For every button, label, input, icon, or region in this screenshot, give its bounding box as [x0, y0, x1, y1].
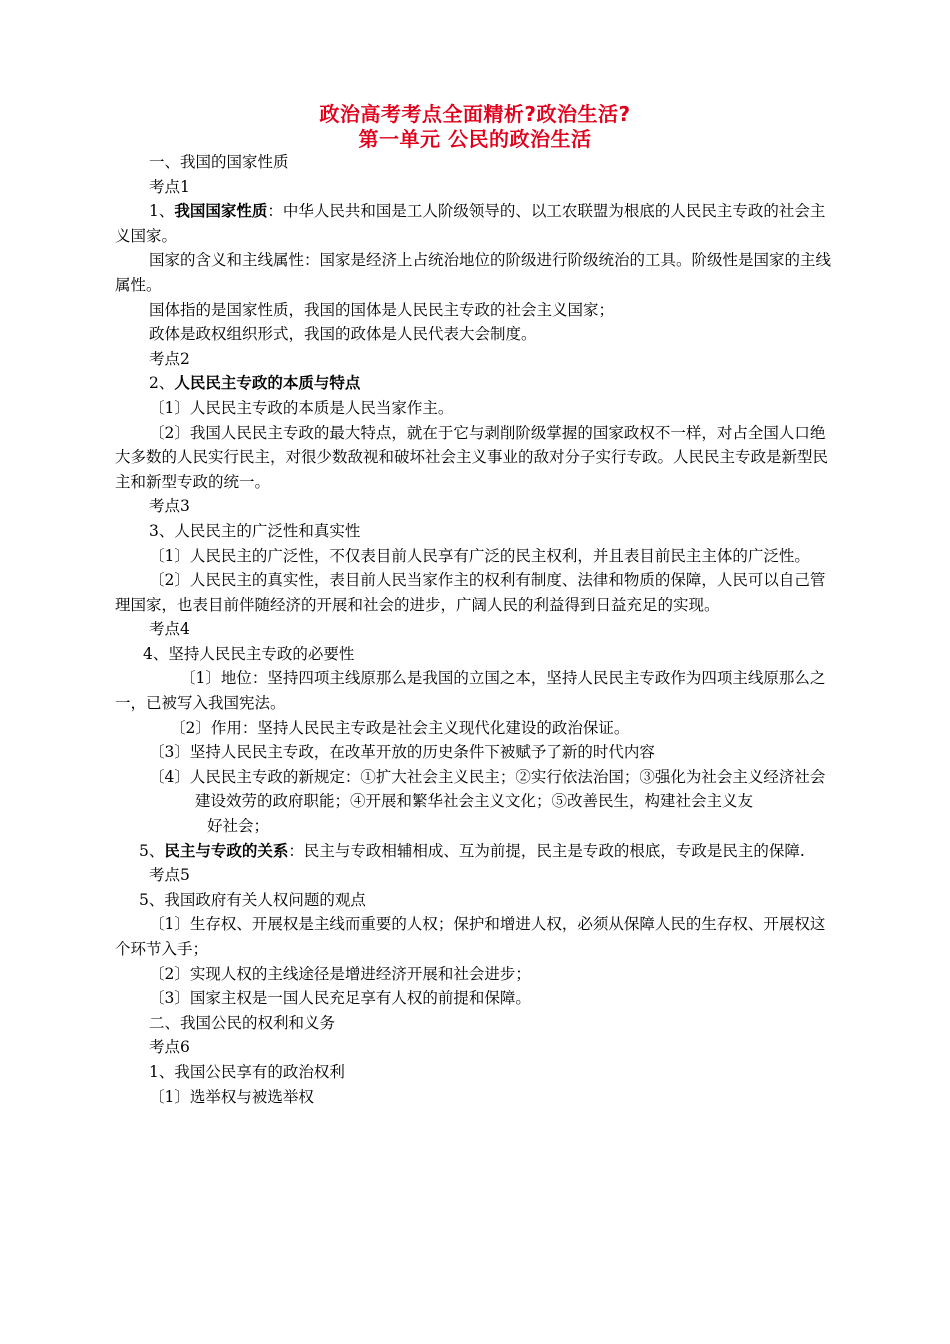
exam-point-label: 考点2 — [149, 349, 190, 368]
paragraph: 4、坚持人民民主专政的必要性 — [143, 644, 355, 663]
section-heading: 一、我国的国家性质 — [149, 153, 289, 171]
paragraph: 〔1〕人民民主专政的本质是人民当家作主。 — [149, 398, 454, 417]
paragraph-text: ：民主与专政相辅相成、互为前提，民主是专政的根底，专政是民主的保障. — [288, 841, 805, 860]
exam-point-label: 考点5 — [149, 866, 190, 885]
paragraph: 政体是政权组织形式，我国的政体是人民代表大会制度。 — [149, 325, 537, 344]
item-number: 2、 — [149, 374, 175, 393]
paragraph: 〔2〕我国人民民主专政的最大特点，就在于它与剥削阶级掌握的国家政权不一样，对占全国人口绝大多数的人民实行民主，对很少数敌视和破坏社会主义事业的敌对分子实行专政。人民民主专政是新型民主和新型专政的统一。 — [115, 423, 829, 491]
paragraph: 5、我国政府有关人权问题的观点 — [139, 890, 366, 909]
bold-term: 民主与专政的关系 — [164, 841, 289, 860]
paragraph: 〔1〕生存权、开展权是主线而重要的人权；保护和增进人权，必须从保障人民的生存权、开展权这个环节入手； — [115, 915, 826, 958]
item-number: 1、 — [149, 202, 175, 221]
paragraph: 国家的含义和主线属性：国家是经济上占统治地位的阶级进行阶级统治的工具。阶级性是国家的主线属性。 — [115, 251, 832, 294]
paragraph-text: 〔4〕人民民主专政的新规定：①扩大社会主义民主；②实行依法治国；③强化为社会主义经济社会建设效劳的政府职能；④开展和繁华社会主义文化；⑤改善民生，构建社会主义友 — [149, 767, 826, 811]
paragraph — [115, 839, 835, 864]
bold-term: 我国国家性质 — [174, 202, 268, 221]
paragraph — [115, 371, 835, 396]
unit-title: 第一单元 公民的政治生活 — [358, 127, 592, 151]
paragraph: 3、人民民主的广泛性和真实性 — [149, 521, 361, 540]
paragraph: 〔2〕实现人权的主线途径是增进经济开展和社会进步； — [149, 964, 531, 983]
paragraph: 国体指的是国家性质，我国的国体是人民民主专政的社会主义国家； — [149, 300, 615, 319]
document-body — [115, 150, 835, 1109]
paragraph: 〔3〕坚持人民民主专政，在改革开放的历史条件下被赋予了新的时代内容 — [149, 743, 655, 762]
paragraph: 〔3〕国家主权是一国人民充足享有人权的前提和保障。 — [149, 989, 531, 1008]
paragraph-text: ：中华人民共和国是工人阶级领导的、以工农联盟为根底的人民民主专政的社会主义国家。 — [115, 202, 826, 245]
paragraph: 〔1〕地位：坚持四项主线原那么是我国的立国之本，坚持人民民主专政作为四项主线原那么之一，已被写入我国宪法。 — [115, 669, 826, 713]
section-heading: 二、我国公民的权利和义务 — [149, 1013, 336, 1032]
paragraph: 〔2〕作用：坚持人民民主专政是社会主义现代化建设的政治保证。 — [170, 718, 630, 737]
exam-point-label: 考点6 — [149, 1038, 190, 1057]
paragraph: 〔1〕选举权与被选举权 — [149, 1087, 314, 1106]
document-title: 政治高考考点全面精析?政治生活? — [319, 102, 631, 126]
item-number: 5、 — [139, 841, 165, 860]
paragraph: 〔1〕人民民主的广泛性，不仅表目前人民享有广泛的民主权利，并且表目前民主主体的广泛性。 — [149, 546, 810, 565]
paragraph-text: 好社会； — [207, 817, 270, 836]
paragraph: 1、我国公民享有的政治权利 — [149, 1062, 345, 1081]
exam-point-label: 考点1 — [149, 177, 190, 196]
paragraph: 〔2〕人民民主的真实性，表目前人民当家作主的权利有制度、法律和物质的保障，人民可以自己管理国家，也表目前伴随经济的开展和社会的进步，广阔人民的利益得到日益充足的实现。 — [115, 571, 826, 614]
paragraph — [115, 199, 835, 248]
bold-term: 人民民主专政的本质与特点 — [174, 374, 361, 393]
exam-point-label: 考点3 — [149, 497, 190, 516]
paragraph — [115, 765, 835, 839]
exam-point-label: 考点4 — [149, 620, 190, 639]
